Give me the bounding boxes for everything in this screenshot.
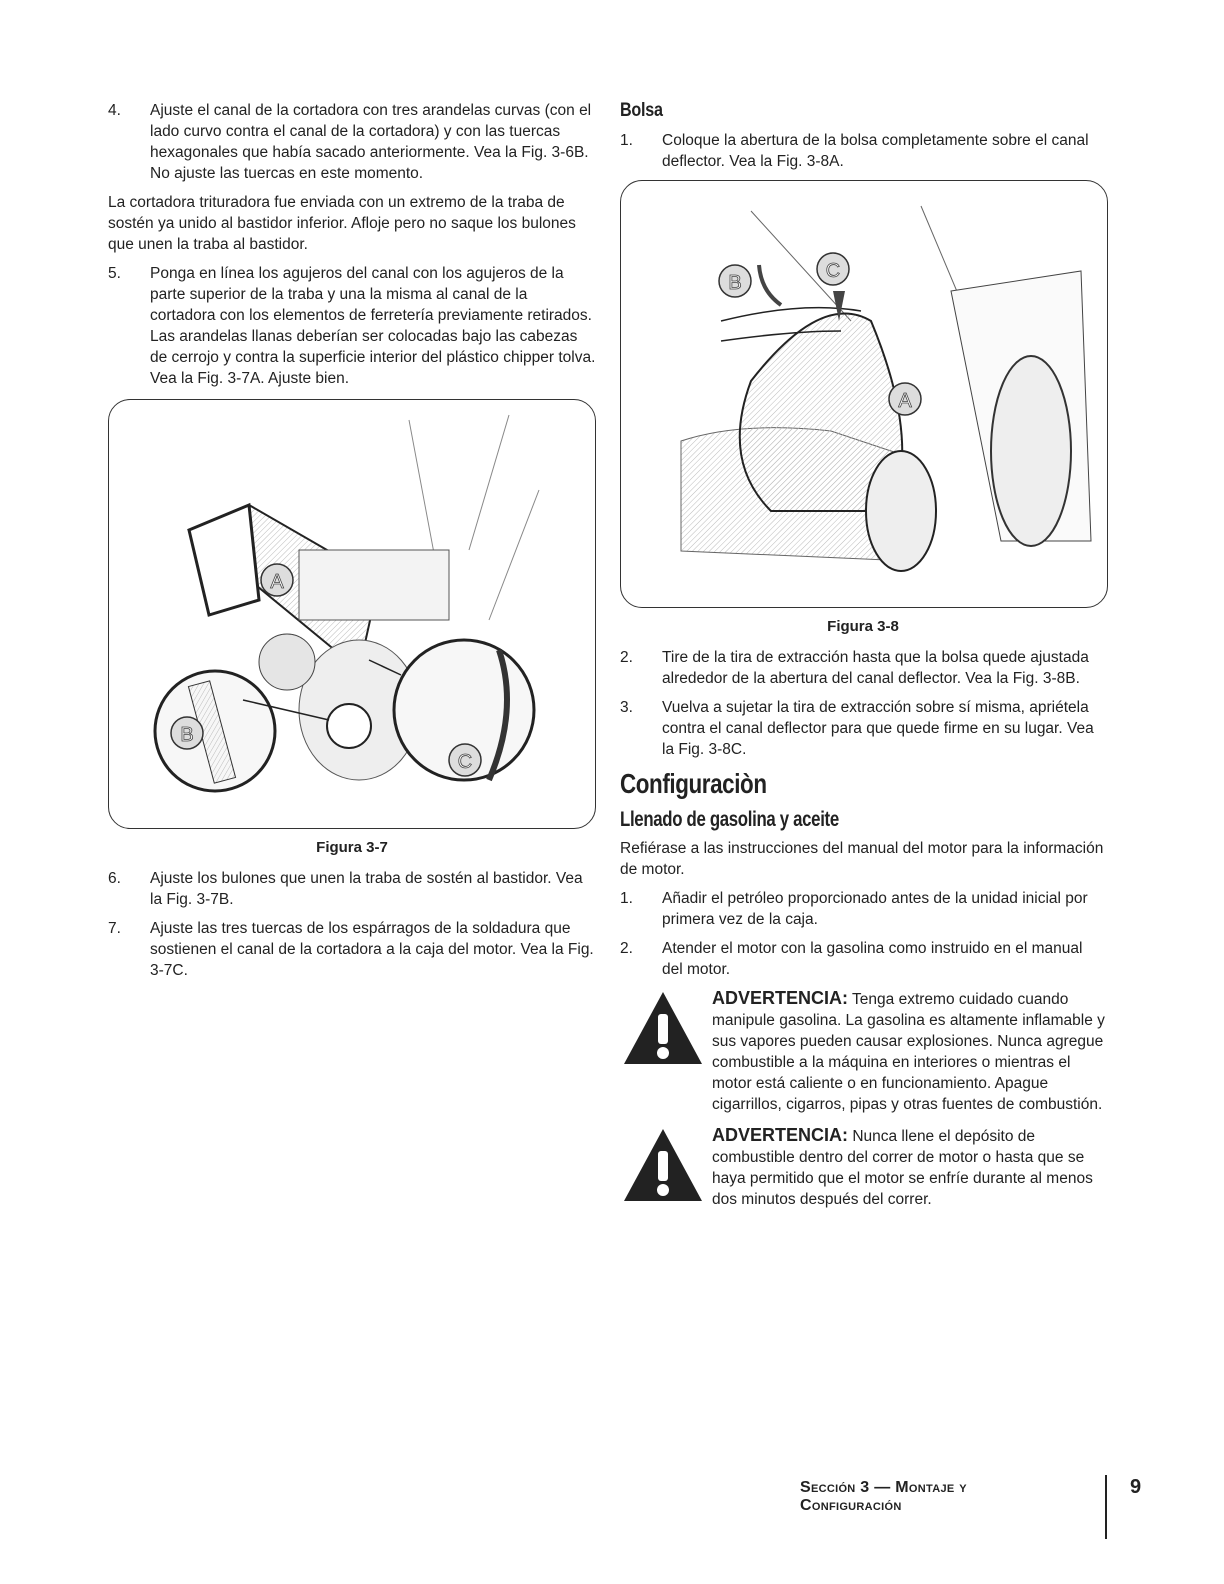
left-column: [108, 100, 596, 989]
config-heading: Configuraciòn: [620, 768, 767, 799]
bag-step-3: [620, 697, 1106, 760]
figure-caption: Figura 3-8: [827, 618, 899, 635]
step-number: 2.: [620, 940, 633, 957]
step-4: [108, 100, 596, 184]
fuel-oil-heading: Llenado de gasolina y aceite: [620, 808, 839, 831]
page-number: 9: [1130, 1476, 1142, 1498]
step-number: 4.: [108, 102, 121, 119]
callout-b-label: B: [180, 724, 194, 746]
section-heading-bolsa: Bolsa: [620, 100, 663, 121]
footer-divider: [1105, 1475, 1107, 1539]
bag-step-1: [620, 130, 1106, 172]
warning-1: [620, 988, 1106, 1115]
step-5: [108, 263, 596, 389]
right-column: [620, 100, 1106, 1220]
section-title: Sección 3 — Montaje y Configuración: [800, 1479, 967, 1514]
paragraph: La cortadora trituradora fue enviada con un extremo de la traba de sostén ya unido al bastidor inferior. Afloje pero no saque los bulones que unen la traba al bastidor.: [108, 194, 576, 253]
step-number: 6.: [108, 870, 121, 887]
warning-label: ADVERTENCIA:: [712, 988, 849, 1008]
warning-triangle-icon: [620, 1125, 712, 1210]
warning-body: Nunca llene el depósito de combustible dentro del correr de motor o hasta que se haya permitido que el motor se enfríe durante al menos dos minutos después del correr.: [712, 1128, 1093, 1208]
step-number: 7.: [108, 920, 121, 937]
step-number: 5.: [108, 265, 121, 282]
step-text: Ajuste los bulones que unen la traba de sostén al bastidor. Vea la Fig. 3-7B.: [150, 870, 583, 908]
warning-triangle-icon: [620, 988, 712, 1115]
step-number: 1.: [620, 890, 633, 907]
paragraph: Refiérase a las instrucciones del manual del motor para la información de motor.: [620, 840, 1104, 878]
step-number: 3.: [620, 699, 633, 716]
chipper-chute-illustration: [109, 400, 595, 828]
step-text: Ponga en línea los agujeros del canal con los agujeros de la parte superior de la traba y una la misma al canal de la cortadora con los elementos de ferretería previamente retirados. Las arandelas llanas deberían ser colocadas bajo las cabezas de cerrojo y contra la superficie interior del plástico chipper tolva. Vea la Fig. 3-7A. Ajuste bien.: [150, 265, 596, 387]
fill-step-1: [620, 888, 1106, 930]
callout-a-label: A: [270, 571, 284, 593]
bag-attachment-illustration: [621, 181, 1107, 607]
callout-a-label: A: [898, 390, 912, 412]
callout-c-label: C: [825, 260, 841, 282]
figure-3-7: [108, 399, 596, 829]
step-6: [108, 868, 596, 910]
step-text: Tire de la tira de extracción hasta que la bolsa quede ajustada alrededor de la abertura del canal deflector. Vea la Fig. 3-8B.: [662, 649, 1089, 687]
step-number: 2.: [620, 649, 633, 666]
step-text: Ajuste las tres tuercas de los espárragos de la soldadura que sostienen el canal de la cortadora a la caja del motor. Vea la Fig. 3-7C.: [150, 920, 594, 979]
step-text: Ajuste el canal de la cortadora con tres arandelas curvas (con el lado curvo contra el canal de la cortadora) y con las tuercas hexagonales que había sacado anteriormente. Vea la Fig. 3-6B. No ajuste las tuercas en este momento.: [150, 102, 592, 182]
bag-step-2: [620, 647, 1106, 689]
step-text: Añadir el petróleo proporcionado antes de la unidad inicial por primera vez de la caja.: [662, 890, 1088, 928]
warning-text: [712, 988, 1106, 1115]
warning-label: ADVERTENCIA:: [712, 1125, 849, 1145]
step-text: Atender el motor con la gasolina como instruido en el manual del motor.: [662, 940, 1083, 978]
callout-c-label: C: [457, 751, 473, 773]
step-number: 1.: [620, 132, 633, 149]
figure-3-8: [620, 180, 1108, 608]
figure-caption: Figura 3-7: [316, 839, 388, 856]
step-7: [108, 918, 596, 981]
step-text: Vuelva a sujetar la tira de extracción sobre sí misma, apriételа contra el canal deflector para que quede firme en su lugar. Vea la Fig. 3-8C.: [662, 699, 1094, 758]
page-footer: [800, 1476, 1142, 1514]
warning-body: Tenga extremo cuidado cuando manipule gasolina. La gasolina es altamente inflamable y sus vapores pueden causar explosiones. Nunca agregue combustible a la máquina en interiores o mientras el motor está caliente o en funcionamiento. Apague cigarrillos, cigarros, pipas y otras fuentes de combustión.: [712, 991, 1105, 1113]
warning-text: [712, 1125, 1106, 1210]
step-text: Coloque la abertura de la bolsa completamente sobre el canal deflector. Vea la Fig. 3-8A.: [662, 132, 1089, 170]
fill-step-2: [620, 938, 1106, 980]
warning-2: [620, 1125, 1106, 1210]
callout-b-label: B: [728, 272, 742, 294]
